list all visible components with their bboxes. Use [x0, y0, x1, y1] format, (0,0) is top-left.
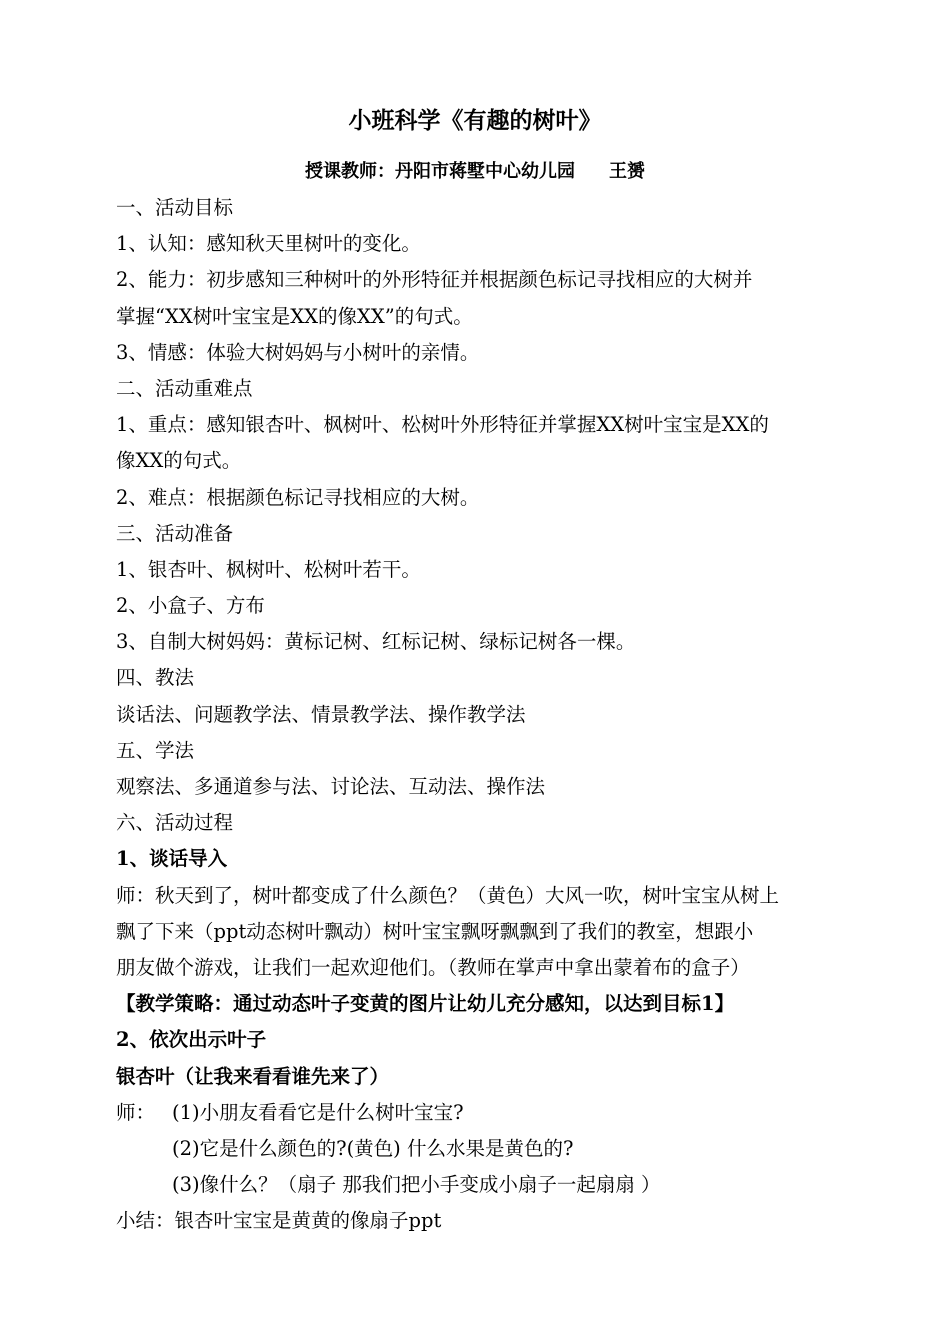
subsection-heading: 银杏叶（让我来看看谁先来了） — [116, 1064, 390, 1088]
document-title: 小班科学《有趣的树叶》 — [348, 107, 602, 134]
paragraph-line: 2、能力：初步感知三种树叶的外形特征并根据颜色标记寻找相应的大树并 — [116, 268, 753, 292]
section-heading: 二、活动重难点 — [116, 376, 253, 400]
paragraph-line: 观察法、多通道参与法、讨论法、互动法、操作法 — [116, 775, 546, 798]
summary-line: 小结：银杏叶宝宝是黄黄的像扇子ppt — [116, 1209, 442, 1233]
subsection-heading: 2、依次出示叶子 — [116, 1028, 267, 1052]
paragraph-line: 谈话法、问题教学法、情景教学法、操作教学法 — [116, 702, 526, 726]
strategy-note: 【教学策略：通过动态叶子变黄的图片让幼儿充分感知，以达到目标1】 — [116, 992, 735, 1016]
paragraph-line: 飘了下来（ppt动态树叶飘动）树叶宝宝飘呀飘飘到了我们的教室，想跟小 — [116, 919, 754, 943]
question-line: (3)像什么？（扇子 那我们把小手变成小扇子一起扇扇 ） — [172, 1173, 661, 1197]
paragraph-line: 3、自制大树妈妈：黄标记树、红标记树、绿标记树各一棵。 — [116, 630, 636, 654]
subsection-heading: 1、谈话导入 — [116, 847, 228, 871]
section-heading: 五、学法 — [116, 738, 195, 762]
section-heading: 三、活动准备 — [116, 521, 234, 545]
section-heading: 六、活动过程 — [116, 811, 234, 835]
paragraph-line: 朋友做个游戏，让我们一起欢迎他们。（教师在掌声中拿出蒙着布的盒子） — [116, 955, 750, 979]
section-heading: 四、教法 — [116, 666, 195, 690]
author-label: 授课教师：丹阳市蒋墅中心幼儿园 — [305, 161, 575, 182]
question-line: (2)它是什么颜色的?(黄色) 什么水果是黄色的? — [172, 1136, 574, 1160]
author-name: 王赟 — [609, 161, 645, 182]
section-heading: 一、活动目标 — [116, 196, 234, 219]
question-text: (1)小朋友看看它是什么树叶宝宝? — [172, 1100, 464, 1124]
paragraph-line: 1、认知：感知秋天里树叶的变化。 — [116, 232, 421, 256]
paragraph-line: 师：秋天到了，树叶都变成了什么颜色？（黄色）大风一吹，树叶宝宝从树上 — [116, 883, 780, 907]
paragraph-line: 3、情感：体验大树妈妈与小树叶的亲情。 — [116, 340, 480, 364]
paragraph-line: 2、小盒子、方布 — [116, 594, 265, 618]
paragraph-line: 掌握“XX树叶宝宝是XX的像XX”的句式。 — [116, 304, 473, 328]
paragraph-line: 2、难点：根据颜色标记寻找相应的大树。 — [116, 485, 480, 509]
document-body — [116, 190, 842, 1239]
author-line — [0, 158, 950, 186]
paragraph-line: 1、银杏叶、枫树叶、松树叶若干。 — [116, 557, 421, 581]
teacher-prefix: 师： — [116, 1100, 156, 1124]
paragraph-line: 像XX的句式。 — [116, 449, 242, 473]
question-line — [116, 1095, 842, 1131]
paragraph-line: 1、重点：感知银杏叶、枫树叶、松树叶外形特征并掌握XX树叶宝宝是XX的 — [116, 413, 769, 437]
